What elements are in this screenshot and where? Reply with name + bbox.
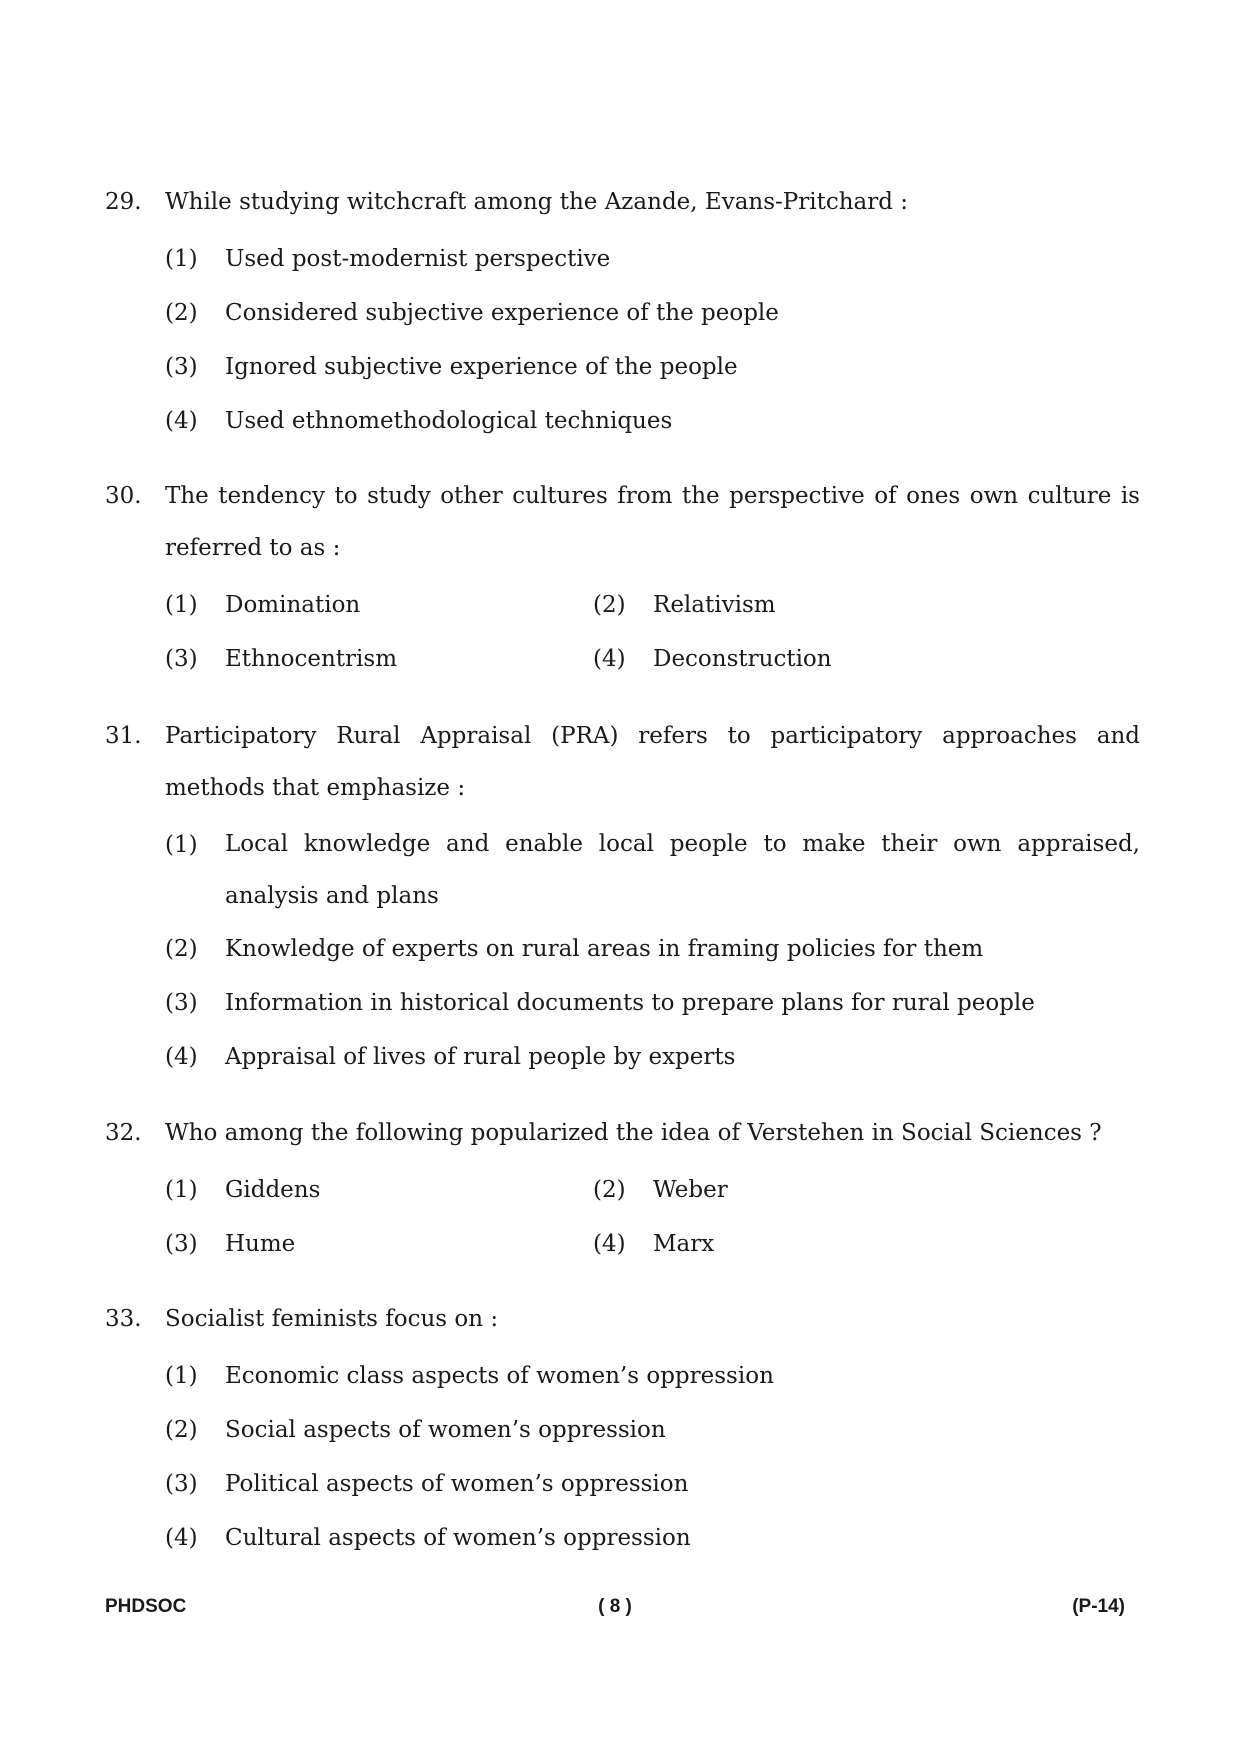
- option-number: (4): [593, 646, 626, 672]
- option: [165, 1511, 1140, 1565]
- question-text: Socialist feminists focus on :: [165, 1306, 499, 1332]
- option-number: (3): [165, 354, 198, 380]
- option-number: (2): [593, 1177, 626, 1203]
- option: [165, 922, 1140, 976]
- option-list: [165, 818, 1140, 1084]
- option-text: Used post-modernist perspective: [225, 246, 611, 272]
- option-text: Marx: [653, 1231, 715, 1257]
- question-number: 32.: [105, 1120, 142, 1146]
- option-number: (4): [165, 1044, 198, 1070]
- option-number: (2): [165, 936, 198, 962]
- question-32: [105, 1107, 1140, 1271]
- option-number: (4): [165, 408, 198, 434]
- option-text: Local knowledge and enable local people to make their own appraised, analysis and plans: [225, 831, 1140, 909]
- option-number: (4): [165, 1525, 198, 1551]
- question-number: 31.: [105, 723, 142, 749]
- question-31: [105, 710, 1140, 1084]
- option-text: Deconstruction: [653, 646, 832, 672]
- option-text: Ethnocentrism: [225, 646, 398, 672]
- question-number: 33.: [105, 1306, 142, 1332]
- page-number: ( 8 ): [598, 1596, 632, 1617]
- option-list: [165, 232, 1140, 448]
- page-footer: [105, 1596, 1125, 1626]
- option: [165, 976, 1140, 1030]
- option-number: (3): [165, 1471, 198, 1497]
- option-number: (2): [593, 592, 626, 618]
- option-number: (1): [165, 1177, 198, 1203]
- question-stem: [105, 710, 1140, 814]
- option-number: (2): [165, 300, 198, 326]
- option-text: Domination: [225, 592, 361, 618]
- option-text: Relativism: [653, 592, 776, 618]
- option-number: (1): [165, 832, 198, 858]
- option-number: (3): [165, 1231, 198, 1257]
- option: [165, 1457, 1140, 1511]
- option: [165, 286, 1140, 340]
- option: [165, 232, 1140, 286]
- option-list: [165, 1163, 1140, 1271]
- option-text: Considered subjective experience of the people: [225, 300, 779, 326]
- option-number: (3): [165, 990, 198, 1016]
- question-29: [105, 176, 1140, 448]
- question-stem: [105, 176, 1140, 228]
- option-text: Cultural aspects of women’s oppression: [225, 1525, 691, 1551]
- option: [165, 340, 1140, 394]
- option-text: Information in historical documents to prepare plans for rural people: [225, 990, 1035, 1016]
- option-text: Knowledge of experts on rural areas in framing policies for them: [225, 936, 984, 962]
- option: [165, 394, 1140, 448]
- option: [165, 1163, 593, 1217]
- set-code: (P-14): [1072, 1596, 1125, 1617]
- question-number: 30.: [105, 483, 142, 509]
- option: [593, 632, 1093, 686]
- option: [165, 632, 593, 686]
- question-30: [105, 470, 1140, 686]
- option: [165, 1349, 1140, 1403]
- option-text: Hume: [225, 1231, 296, 1257]
- question-stem: [105, 1293, 1140, 1345]
- option-number: (3): [165, 646, 198, 672]
- option-text: Economic class aspects of women’s oppression: [225, 1363, 774, 1389]
- question-text: Who among the following popularized the idea of Verstehen in Social Sciences ?: [165, 1120, 1102, 1146]
- option: [165, 578, 593, 632]
- question-number: 29.: [105, 189, 142, 215]
- option-number: (4): [593, 1231, 626, 1257]
- option: [593, 578, 1093, 632]
- option: [165, 1403, 1140, 1457]
- question-text: Participatory Rural Appraisal (PRA) refers to participatory approaches and methods that emphasize :: [165, 723, 1140, 801]
- option: [165, 1217, 593, 1271]
- option-text: Ignored subjective experience of the people: [225, 354, 738, 380]
- option-number: (1): [165, 246, 198, 272]
- question-33: [105, 1293, 1140, 1565]
- question-text: While studying witchcraft among the Azande, Evans-Pritchard :: [165, 189, 909, 215]
- option-text: Appraisal of lives of rural people by experts: [225, 1044, 736, 1070]
- option-number: (2): [165, 1417, 198, 1443]
- option: [165, 818, 1140, 922]
- question-text: The tendency to study other cultures from the perspective of ones own culture is referred to as :: [165, 483, 1140, 561]
- paper-code: PHDSOC: [105, 1596, 187, 1617]
- option: [593, 1217, 1093, 1271]
- option-text: Giddens: [225, 1177, 321, 1203]
- question-stem: [105, 1107, 1140, 1159]
- option-number: (1): [165, 592, 198, 618]
- option: [593, 1163, 1093, 1217]
- question-stem: [105, 470, 1140, 574]
- option-text: Weber: [653, 1177, 728, 1203]
- option-text: Social aspects of women’s oppression: [225, 1417, 666, 1443]
- option: [165, 1030, 1140, 1084]
- option-list: [165, 578, 1140, 686]
- option-list: [165, 1349, 1140, 1565]
- option-number: (1): [165, 1363, 198, 1389]
- option-text: Political aspects of women’s oppression: [225, 1471, 689, 1497]
- option-text: Used ethnomethodological techniques: [225, 408, 673, 434]
